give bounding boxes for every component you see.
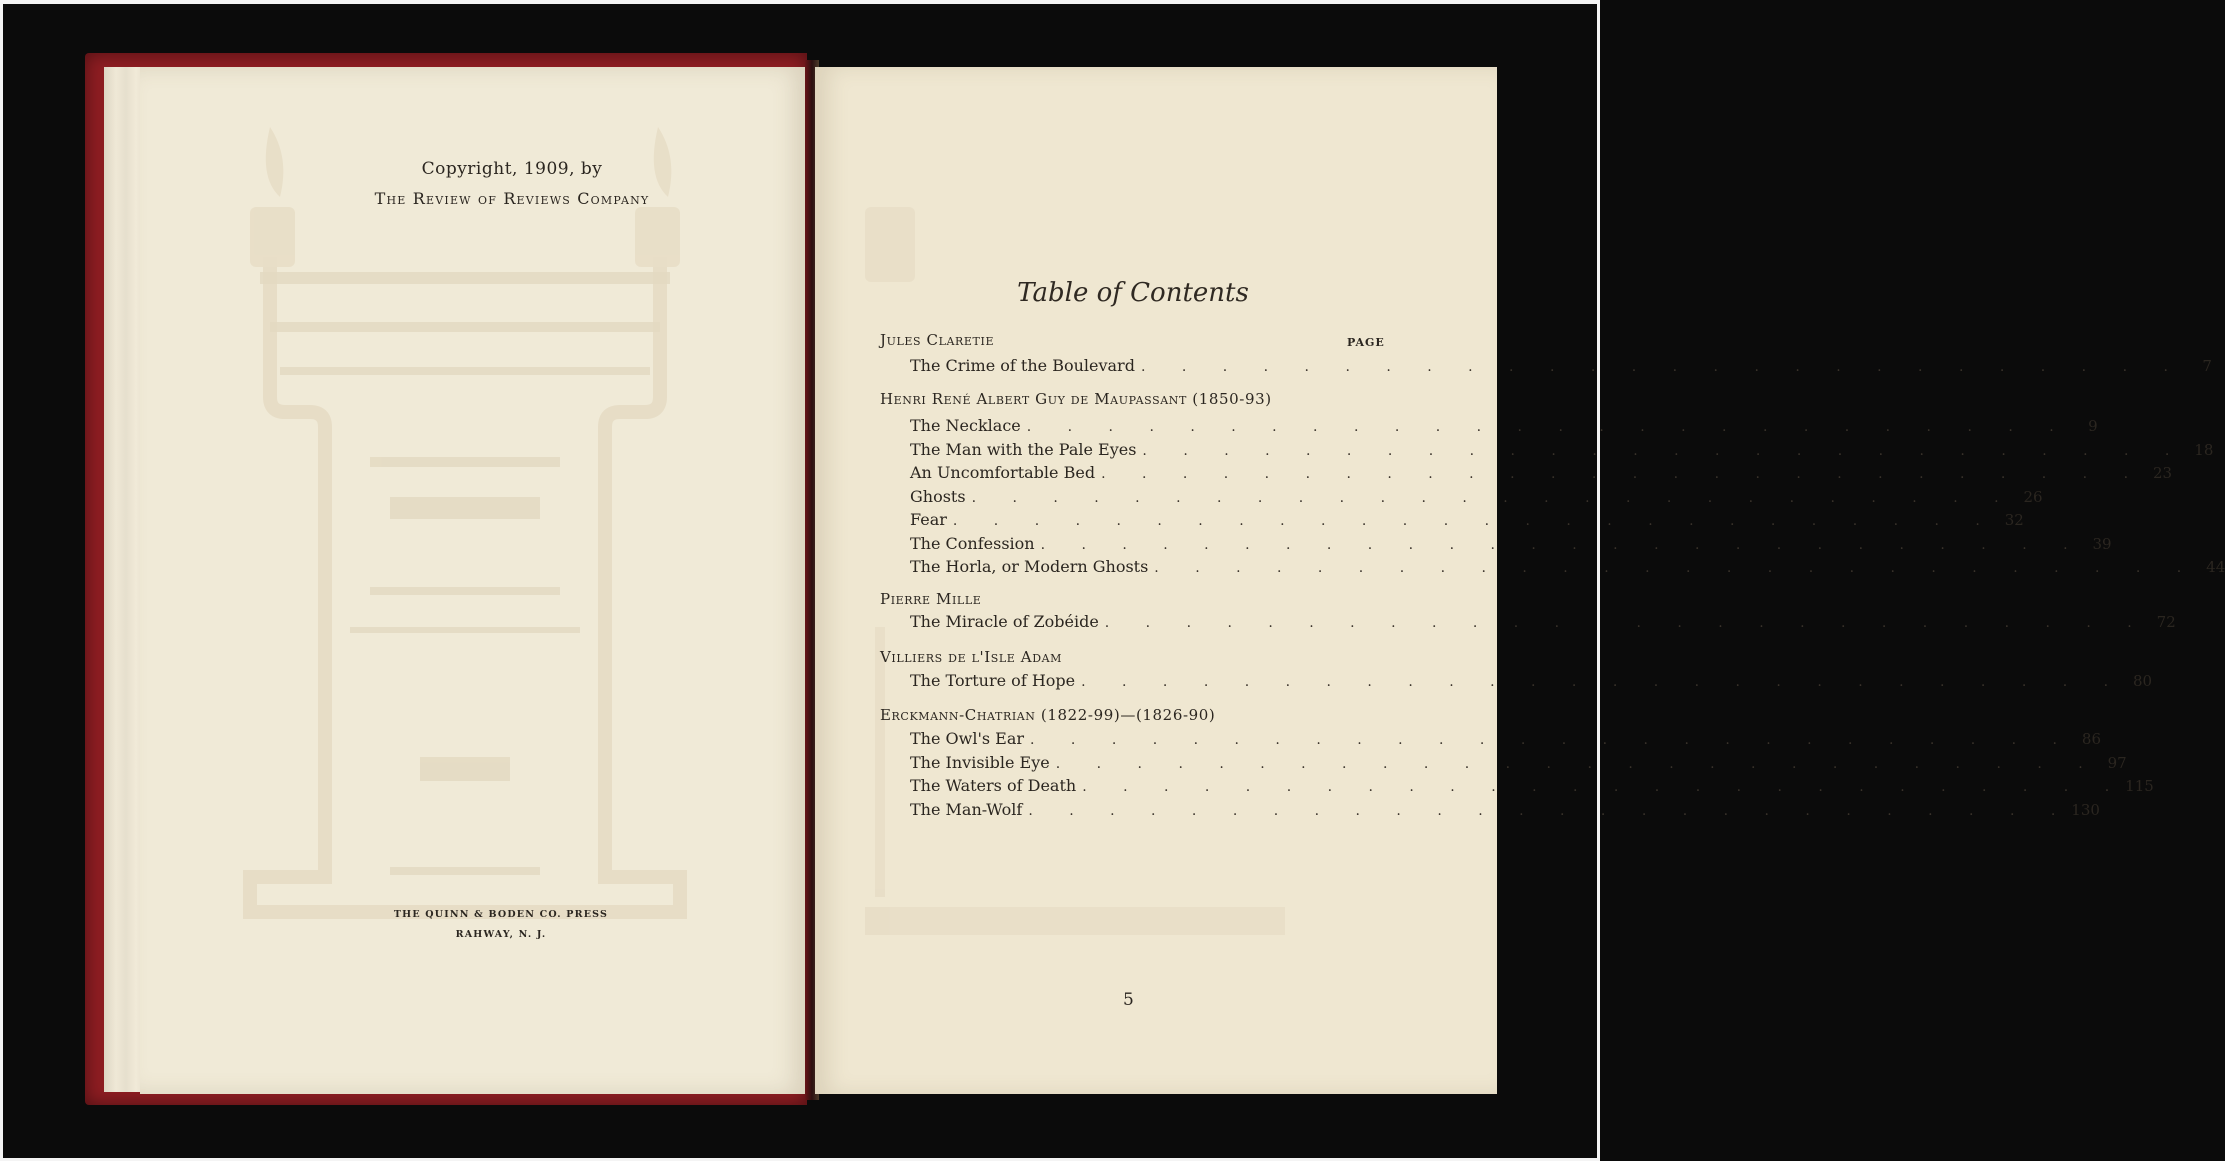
toc-entry-title: The Horla, or Modern Ghosts — [910, 557, 1149, 576]
toc-entry-page: 39 — [2092, 534, 2112, 553]
press-line-2: RAHWAY, N. J. — [455, 929, 547, 940]
leader-dots: . . . . . . . . . . . . . . . . . . . . . . . . . . — [1082, 779, 2126, 795]
leader-dots: . . . . . . . . . . . . . . . . . . . . . . . . . . — [971, 489, 2015, 506]
leader-dots: . . . . . . . . . . . . . . . . . . . . . . . . . . — [1140, 359, 2184, 375]
toc-entry-title: The Torture of Hope — [910, 671, 1076, 690]
toc-entry[interactable] — [910, 557, 2225, 579]
right-page — [815, 67, 1497, 1094]
toc-entry-page: 44 — [2206, 558, 2225, 576]
toc-author: Henri René Albert Guy de Maupassant (1850-93) — [880, 390, 1272, 408]
toc-entry-page: 18 — [2194, 440, 2214, 459]
toc-entry-page: 80 — [2133, 672, 2153, 690]
toc-entry-page: 72 — [2156, 613, 2176, 631]
toc-entry-page: 23 — [2152, 464, 2173, 482]
toc-entry-title: The Necklace — [910, 416, 1021, 435]
toc-author: Erckmann-Chatrian (1822-99)—(1826-90) — [880, 706, 1216, 724]
printer-imprint — [394, 909, 608, 940]
leader-dots: . . . . . . . . . . . . . . . . . . . . . . . . . . — [1028, 802, 2072, 819]
toc-entry-page: 7 — [2202, 357, 2212, 375]
toc-entry[interactable] — [910, 799, 2100, 822]
leader-dots: . . . . . . . . . . . . . . . . . . . . . . . . . . — [1081, 674, 2125, 690]
toc-entry-title: The Waters of Death — [910, 776, 1077, 795]
toc-author: Jules Claretie — [880, 331, 995, 349]
toc-entry[interactable] — [910, 752, 2127, 775]
toc-entry-title: The Crime of the Boulevard — [910, 356, 1135, 375]
toc-entry-page: 32 — [2004, 511, 2024, 529]
toc-entry-title: The Confession — [910, 533, 1035, 553]
copyright-line: Copyright, 1909, by — [421, 159, 603, 179]
toc-entry-title: The Invisible Eye — [910, 752, 1050, 772]
toc-entry-page: 26 — [2023, 487, 2043, 506]
page-column-label: PAGE — [1347, 336, 1385, 349]
leader-dots: . . . . . . . . . . . . . . . . . . . . . . . . . . — [1154, 560, 2198, 576]
publisher-name: The Review of Reviews Company — [374, 189, 650, 208]
toc-entry[interactable] — [910, 416, 2098, 438]
toc-entry[interactable] — [910, 463, 2173, 485]
toc-entry[interactable] — [910, 671, 2153, 693]
toc-entry-title: The Man-Wolf — [910, 799, 1023, 819]
toc-entry[interactable] — [910, 533, 2112, 556]
toc-entry[interactable] — [910, 356, 2212, 378]
toc-entry-page: 86 — [2081, 730, 2101, 748]
leader-dots: . . . . . . . . . . . . . . . . . . . . . . . . . . — [1040, 536, 2084, 553]
toc-author: Villiers de l'Isle Adam — [880, 648, 1063, 666]
toc-entry[interactable] — [910, 729, 2101, 751]
leader-dots: . . . . . . . . . . . . . . . . . . . . . . . . . . — [952, 513, 1996, 529]
copyright-notice — [375, 159, 650, 208]
toc-entry[interactable] — [910, 776, 2154, 798]
toc-title: Table of Contents — [1017, 278, 1249, 308]
toc-author: Pierre Mille — [880, 590, 982, 608]
toc-entry-page: 9 — [2088, 417, 2098, 435]
page-number: 5 — [1123, 990, 1134, 1010]
leader-dots: . . . . . . . . . . . . . . . . . . . . . . . . . . — [1030, 732, 2073, 748]
toc-entry-title: An Uncomfortable Bed — [910, 463, 1096, 482]
toc-entry-title: The Owl's Ear — [910, 729, 1025, 748]
toc-entry-page: 130 — [2071, 800, 2100, 819]
press-line-1: THE QUINN & BODEN CO. PRESS — [393, 909, 609, 920]
toc-entry-page: 97 — [2107, 753, 2127, 772]
toc-entry[interactable] — [910, 510, 2024, 532]
page-edges — [104, 67, 144, 1092]
bleed-through-ornament — [815, 67, 1497, 1094]
toc-entry[interactable] — [910, 486, 2043, 509]
leader-dots: . . . . . . . . . . . . . . . . . . . . . . . . . . — [1104, 615, 2148, 631]
toc-entry-title: Ghosts — [910, 486, 966, 506]
leader-dots: . . . . . . . . . . . . . . . . . . . . . . . . . . — [1101, 466, 2145, 482]
toc-entry-page: 115 — [2125, 777, 2154, 795]
toc-entry-title: Fear — [910, 510, 947, 529]
leader-dots: . . . . . . . . . . . . . . . . . . . . . . . . . . — [1142, 442, 2186, 459]
toc-entry[interactable] — [910, 612, 2176, 634]
toc-entry-title: The Miracle of Zobéide — [910, 612, 1099, 631]
toc-entry-title: The Man with the Pale Eyes — [910, 439, 1137, 459]
toc-entry[interactable] — [910, 439, 2214, 462]
leader-dots: . . . . . . . . . . . . . . . . . . . . . . . . . . — [1055, 755, 2099, 772]
left-page — [140, 67, 808, 1094]
leader-dots: . . . . . . . . . . . . . . . . . . . . . . . . . . — [1026, 419, 2070, 435]
